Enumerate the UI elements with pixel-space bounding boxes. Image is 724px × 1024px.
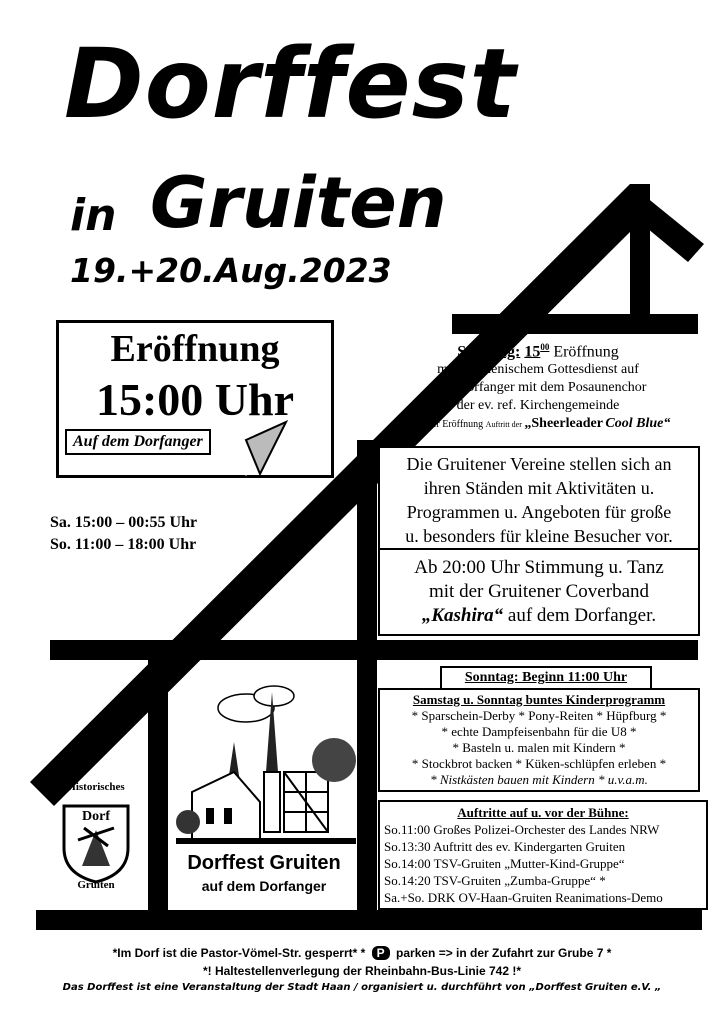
saturday-line: der ev. ref. Kirchengemeinde [456, 398, 620, 414]
saturday-line: mit ökumenischem Gottesdienst auf [437, 362, 639, 378]
poster-title: Dorffest [64, 28, 517, 140]
footer-bus-notice: *! Haltestellenverlegung der Rheinbahn-Bus-Linie 742 !* [202, 964, 522, 978]
illustration-title: Dorffest Gruiten [187, 852, 341, 874]
hours-sunday: So. 11:00 – 18:00 Uhr [50, 536, 197, 553]
kids-program-line: * Basteln u. malen mit Kindern * [452, 740, 626, 755]
saturday-after-opening [380, 415, 696, 434]
saturday-label: Samstag: [457, 343, 521, 361]
opening-title: Eröffnung [110, 328, 280, 370]
saturday-info [380, 338, 696, 434]
stage-program-line: So.14:20 TSV-Gruiten „Zumba-Gruppe“ * [384, 873, 606, 888]
after-opening-text2: Auftritt der [485, 420, 522, 430]
sunday-heading: Sonntag: Beginn 11:00 Uhr [440, 666, 652, 690]
evening-line: auf dem Dorfanger. [507, 605, 657, 626]
clubs-line: Die Gruitener Vereine stellen sich an [406, 454, 672, 474]
band-name: „Kashira“ [421, 605, 504, 626]
evening-band-line [380, 604, 698, 628]
opening-time: 15:00 Uhr [95, 374, 295, 425]
illustration-subtitle: auf dem Dorfanger [201, 878, 327, 894]
kids-program-heading: Samstag u. Sonntag buntes Kinderprogramm [412, 692, 666, 707]
title-place: Gruiten [150, 162, 447, 244]
title-in-word: in [70, 190, 117, 241]
event-date: 19.+20.Aug.2023 [70, 251, 392, 290]
road-closure-text: *Im Dorf ist die Pastor-Vömel-Str. gesperrt* * [112, 946, 366, 960]
clubs-line: u. besonders für kleine Besucher vor. [405, 526, 673, 546]
logo-text-mid: Dorf [82, 809, 110, 824]
kids-program-line: * Stockbrot backen * Küken-schlüpfen erleben * [411, 756, 667, 771]
stage-program-heading: Auftritte auf u. vor der Bühne: [457, 805, 629, 820]
stage-program-line: So.14:00 TSV-Gruiten „Mutter-Kind-Gruppe“ [384, 856, 625, 871]
stage-program-line: Sa.+So. DRK OV-Haan-Gruiten Reanimations-Demo [384, 890, 663, 905]
clubs-line: Programmen u. Angeboten für große [406, 502, 672, 522]
opening-place: Auf dem Dorfanger [65, 429, 211, 455]
after-opening-text: nach der Eröffnung [405, 419, 484, 431]
hours-saturday: Sa. 15:00 – 00:55 Uhr [50, 514, 198, 531]
saturday-start-time: 15 [524, 343, 541, 361]
evening-box [378, 548, 700, 636]
cheerleader-group: Cool Blue“ [605, 416, 671, 432]
kids-program-line: * echte Dampfeisenbahn für die U8 * [441, 724, 637, 739]
parking-icon: P [372, 946, 390, 960]
saturday-start-minutes: 00 [540, 342, 550, 352]
evening-line: mit der Gruitener Coverband [428, 581, 649, 602]
kids-program-line: * Sparschein-Derby * Pony-Reiten * Hüpfburg * [411, 708, 667, 723]
saturday-heading-text: Eröffnung [553, 343, 619, 361]
footer-organizer: Das Dorffest ist eine Veranstaltung der Stadt Haan / organisiert u. durchführt von „Dorffest Gruiten e.V. „ [62, 982, 662, 993]
cheerleader-name: „Sheerleader [524, 416, 603, 432]
parking-text: parken => in der Zufahrt zur Grube 7 * [396, 946, 612, 960]
village-church-illustration [176, 672, 356, 852]
page-curl-graphic [236, 420, 296, 480]
stage-program-box [378, 800, 708, 910]
logo-text-top: Historisches [67, 781, 125, 793]
stage-program-line: So.11:00 Großes Polizei-Orchester des Landes NRW [384, 822, 660, 837]
kids-program-box [378, 688, 700, 792]
saturday-heading [380, 338, 696, 361]
kids-program-line: * Nistkästen bauen mit Kindern * u.v.a.m. [430, 772, 648, 787]
logo-text-bottom: Gruiten [77, 879, 115, 890]
opening-hours [50, 512, 197, 556]
evening-line: Ab 20:00 Uhr Stimmung u. Tanz [414, 557, 664, 578]
clubs-line: ihren Ständen mit Aktivitäten u. [423, 478, 655, 498]
footer-road-closure [0, 946, 724, 960]
historic-village-logo [48, 770, 144, 890]
clubs-box [378, 446, 700, 554]
saturday-line: dem Dorfanger mit dem Posaunenchor [429, 380, 647, 396]
stage-program-line: So.13:30 Auftritt des ev. Kindergarten Gruiten [384, 839, 626, 854]
